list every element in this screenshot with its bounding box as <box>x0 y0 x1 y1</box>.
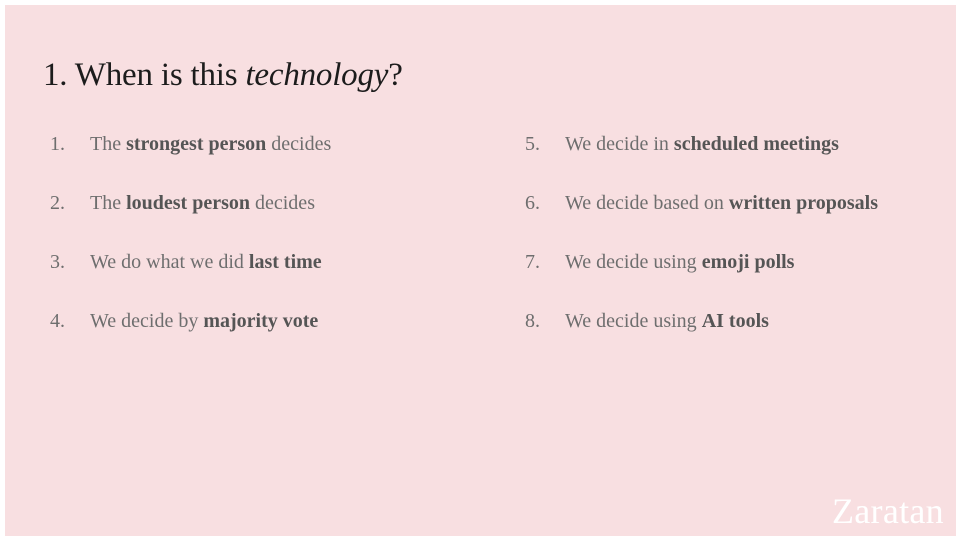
list-item <box>50 310 331 369</box>
item-text-pre: The <box>90 192 127 214</box>
list-item <box>50 192 331 251</box>
item-text-pre: We decide using <box>565 310 702 332</box>
list-item <box>525 192 878 251</box>
item-text <box>90 133 331 156</box>
item-text-bold: majority vote <box>203 310 319 332</box>
item-text <box>90 310 318 333</box>
item-number: 8. <box>525 310 540 332</box>
item-text-pre: We decide using <box>565 251 702 273</box>
item-text-bold: emoji polls <box>701 251 795 273</box>
item-number: 4. <box>50 310 65 332</box>
list-item <box>50 133 331 192</box>
right-list <box>525 133 878 369</box>
item-text-pre: We decide based on <box>565 192 729 214</box>
item-text-bold: last time <box>248 251 322 273</box>
item-number: 2. <box>50 192 65 214</box>
slide <box>5 5 956 536</box>
title-suffix: ? <box>388 57 403 93</box>
item-text-bold: loudest person <box>126 192 250 214</box>
item-text-bold: AI tools <box>701 310 769 332</box>
item-text-bold: strongest person <box>126 133 267 155</box>
item-text-pre: We decide in <box>565 133 674 155</box>
brand-logo-text: Zaratan <box>831 491 944 531</box>
item-text <box>565 192 878 215</box>
item-text <box>565 251 794 274</box>
title-emphasis: technology <box>245 57 389 93</box>
item-text <box>90 192 315 215</box>
list-item <box>525 133 878 192</box>
list-item <box>525 310 878 369</box>
slide-title <box>43 57 403 94</box>
item-text <box>90 251 322 274</box>
item-number: 3. <box>50 251 65 273</box>
item-text <box>565 133 839 156</box>
item-text-pre: The <box>90 133 127 155</box>
title-prefix: 1. When is this <box>43 57 246 93</box>
item-text-pre: We do what we did <box>90 251 249 273</box>
item-number: 6. <box>525 192 540 214</box>
item-text-post: decides <box>250 192 315 214</box>
item-number: 5. <box>525 133 540 155</box>
left-list <box>50 133 331 369</box>
list-item <box>525 251 878 310</box>
list-item <box>50 251 331 310</box>
item-text-bold: scheduled meetings <box>673 133 839 155</box>
item-number: 7. <box>525 251 540 273</box>
item-text-pre: We decide by <box>90 310 204 332</box>
item-text-bold: written proposals <box>728 192 878 214</box>
item-number: 1. <box>50 133 65 155</box>
item-text-post: decides <box>266 133 332 155</box>
item-text <box>565 310 769 333</box>
